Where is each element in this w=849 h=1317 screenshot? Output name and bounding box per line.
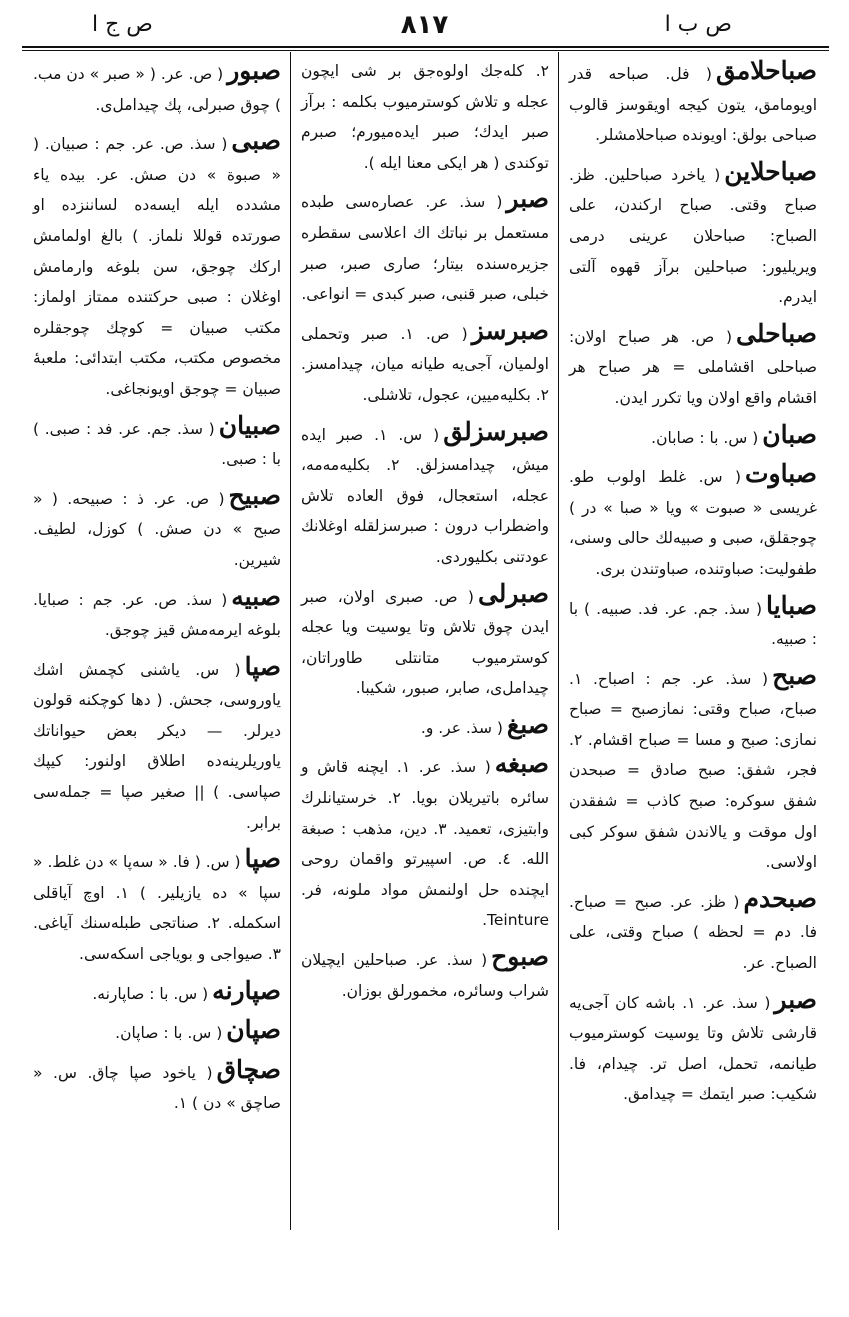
dictionary-entry (569, 985, 817, 1110)
entry-definition: ( ص. عر. ذ : صبیحه. ( « صبح » دن صش. ) کوزل، لطیف. شیرین. (33, 489, 281, 569)
entry-definition: ( سذ. عر. ١. ایچنه قاش و سائره باتیریلان بویا. ٢. خرستیانلرك وابتیزی، تعمید. ٣. دین، مذهب : صبغة الله. ٤. ص. اسپیرتو واقمان روحی ایچنده حل اولنمش مواد ملونه، فر. Teinture. (301, 758, 549, 930)
entry-definition: ( ص. هر صباح اولان: صباحلی اقشاملی = هر صباح هر اقشام واقع اولان ویا تکرر ایدن. (569, 327, 817, 407)
entry-headword: صپا (244, 844, 281, 874)
entry-definition: ( س. ١. صبر ایده میش، چیدامسزلق. ٢. بکلیه‌مه‌مه، عجله، استعجال، فوق العاده تلاش واضطراب درون : صبرسزلقله اوغلانك عودتنی بکلیوردی. (301, 425, 549, 566)
running-head-right: ص ب ا (664, 12, 732, 37)
entry-headword: صبغه (494, 749, 550, 779)
entry-headword: صبوح (491, 942, 549, 972)
column-middle (291, 56, 559, 1230)
dictionary-entry (301, 942, 549, 1006)
dictionary-entry (33, 844, 281, 969)
entry-headword: صباحلی (736, 318, 817, 348)
entry-definition: ( یاخرد صباحلین. ظز. صباح وقتی. صباح اركندن، علی الصباح: صباحلان عرینی درمی ویریلیور: صباحلین برآز قهوه آلتی ایدرم. (569, 165, 817, 307)
entry-headword: صبر (774, 984, 817, 1014)
running-head (22, 8, 827, 42)
entry-headword: صباحلامق (715, 56, 817, 85)
dictionary-entry (301, 749, 549, 936)
entry-headword: صبور (227, 56, 281, 85)
entry-headword: صبایا (766, 590, 817, 620)
dictionary-entry (33, 1015, 281, 1049)
entry-definition: ( ص. ١. صبر وتحملی اولمیان، آجی‌یه طیانه میان، چیدامسز. ٢. بکلیه‌میین، عجول، تلاشلی. (301, 324, 549, 404)
columns (22, 56, 827, 1230)
entry-headword: صبح (772, 660, 817, 690)
dictionary-entry (569, 591, 817, 655)
entry-headword: صبغ (506, 709, 549, 739)
entry-definition: ( سذ. جم. عر. فد : صبی. ) با : صبی. (33, 419, 281, 469)
entry-definition: ( س. غلط اولوب طو. غریسی « صبوت » ویا « صبا » در ) چوجقلق، صبی و صبیه‌لك حالی وسنی، طفولیت: صباوتنده، صباوتندن بری. (569, 468, 817, 578)
page-number: ٨١٧ (400, 10, 449, 40)
dictionary-entry (301, 316, 549, 411)
entry-headword: صپارنه (212, 975, 281, 1005)
dictionary-entry (301, 56, 549, 178)
entry-definition: ( یاخود صپا چاق. س. « صاچق » دن ) ١. (33, 1063, 281, 1113)
entry-headword: صبرسزلق (443, 416, 549, 446)
entry-headword: صباوت (745, 459, 817, 489)
dictionary-entry (301, 710, 549, 744)
entry-headword: صبر (506, 184, 549, 214)
entry-definition: ( سذ. عر. و. (420, 718, 503, 737)
running-head-left: ص ج ا (92, 12, 153, 37)
dictionary-entry (569, 884, 817, 979)
dictionary-entry (33, 976, 281, 1010)
dictionary-entry (33, 481, 281, 576)
dictionary-entry (33, 411, 281, 475)
entry-definition: ( سذ. عر. صباحلین ایچیلان شراب وسائره، مخمورلق بوزان. (301, 951, 549, 1000)
dictionary-entry (33, 126, 281, 404)
dictionary-entry (33, 56, 281, 120)
dictionary-entry (569, 661, 817, 878)
dictionary-entry (301, 417, 549, 573)
dictionary-entry (569, 420, 817, 454)
entry-definition: ( سذ. ص. عر. جم : صبیان. ( « صبوة » دن صش. عر. بیده یاء مشدده ایله ایسه‌ده لساننزده او صورتده قوللا نلماز. ) بالغ اولمامش اركك چوجق، سن بلوغه وارمامش اوغلان : صبی حرکتنده ممتاز اولماز: مكتب صبیان = کوچك چوجقلره مخصوص مكتب، مكتب ابتدائی: ملعبهٔ صبیان = چوجق اویونجاغی. (33, 135, 281, 398)
entry-definition: ( س. با : صابان. (651, 428, 759, 447)
dictionary-entry (569, 157, 817, 313)
entry-definition: ( س. با : صاپان. (115, 1024, 223, 1043)
dictionary-entry (569, 319, 817, 414)
entry-headword: صباحلاین (724, 156, 817, 186)
entry-definition: ( سذ. عر. ١. باشه کان آجی‌یه قارشی تلاش وتا یوسیت کوسترمیوب طیانمه، تحمل، اصل تر. چیدام، فا. شکیب: صبر ایتمك = چیدامق. (569, 993, 817, 1104)
dictionary-entry (301, 184, 549, 309)
dictionary-entry (33, 1055, 281, 1119)
entry-definition: ( سذ. ص. عر. جم : صبایا. بلوغه ایرمه‌مش قیز چوجق. (33, 590, 281, 640)
entry-definition: ( سذ. عر. عصاره‌سی طبده مستعمل بر نباتك اك اعلاسی سقطره جزیره‌سنده بیتار؛ صاری صبر، صبر خبلی، صبر قنبی، صبر کبدی = انواعی. (301, 193, 549, 304)
dictionary-entry (569, 56, 817, 151)
entry-definition: ( س. با : صاپارنه. (92, 984, 209, 1003)
entry-definition: ( س. ( فا. « سه‌پا » دن غلط. « سپا » ده یازیلیر. ) ١. اوچ آیاقلی اسکمله. ٢. صناتجی طبله‌سنك آیاغی. ٣. صیواجی و بویاجی اسکه‌سی. (33, 853, 281, 964)
entry-definition: ( فل. صباحه قدر اویومامق، یتون کیجه اویقوسز قالوب صباحی بولق: اویونده صباحلامشلر. (569, 65, 817, 145)
dictionary-entry (33, 652, 281, 839)
dictionary-entry (569, 459, 817, 584)
entry-headword: صبرلی (477, 578, 549, 608)
entry-headword: صبی (231, 126, 281, 156)
entry-headword: صبرسز (471, 315, 549, 345)
entry-definition: ( س. یاشنی کچمش اشك یاوروسی، جحش. ( دها کوچکنه قولون دیرلر. — دیکر بعض حیواناتك یاوریلرینه‌ده اطلاق اولنور: کیپك صپاسی. ) || صغیر صپا = جمله‌سی برابر. (33, 660, 281, 832)
entry-definition: ( ص. صبری اولان، صبر ایدن چوق تلاش وتا یوسیت ویا عجله کوسترمیوب متانتلی طاوراتان، چیدامل‌ی، صابر، صبور، شکیبا. (301, 587, 549, 698)
entry-headword: صبیه (231, 581, 281, 611)
column-right (559, 56, 827, 1230)
header-rule (22, 46, 829, 48)
header-rule-thin (22, 50, 829, 51)
entry-headword: صبان (762, 419, 817, 449)
entry-definition: ( ص. عر. ( « صبر » دن مب. ) چوق صبرلی، پك چیدامل‌ی. (33, 65, 281, 114)
entry-headword: صچاق (216, 1054, 281, 1084)
dictionary-entry (33, 582, 281, 646)
entry-headword: صبیان (218, 410, 281, 440)
dictionary-entry (301, 579, 549, 704)
entry-definition: ( سذ. عر. جم : اصباح. ١. صباح، صباح وقتی: نمازصبح = صباح نمازی: صبح و مسا = صباح اقشام. ٢. فجر، شفق: صبح صادق = صبحدن شفق سوکره: صبح کاذب = شفقدن اول موقت و یالاندن شفق سوکر کبی اولاسی. (569, 669, 817, 872)
entry-headword: صبیح (228, 480, 281, 510)
entry-definition: ( سذ. جم. عر. فد. صبیه. ) با : صبیه. (569, 599, 817, 649)
entry-definition: ( ظز. عر. صبح = صباح. فا. دم = لحظه ) صباح وقتی، علی الصباح. عر. (569, 892, 817, 973)
entry-definition: ٢. کله‌جك اولوه‌جق بر شی ایچون عجله و تلاش کوسترمیوب بکلمه : برآز صبر ایدك؛ صبر ایده‌میورم؛ صبرم توکندی ( هر ایکی معنا ایله ). (301, 62, 549, 172)
column-left (23, 56, 291, 1230)
entry-headword: صبحدم (743, 883, 817, 913)
entry-headword: صپا (244, 651, 281, 681)
entry-headword: صپان (226, 1015, 281, 1045)
